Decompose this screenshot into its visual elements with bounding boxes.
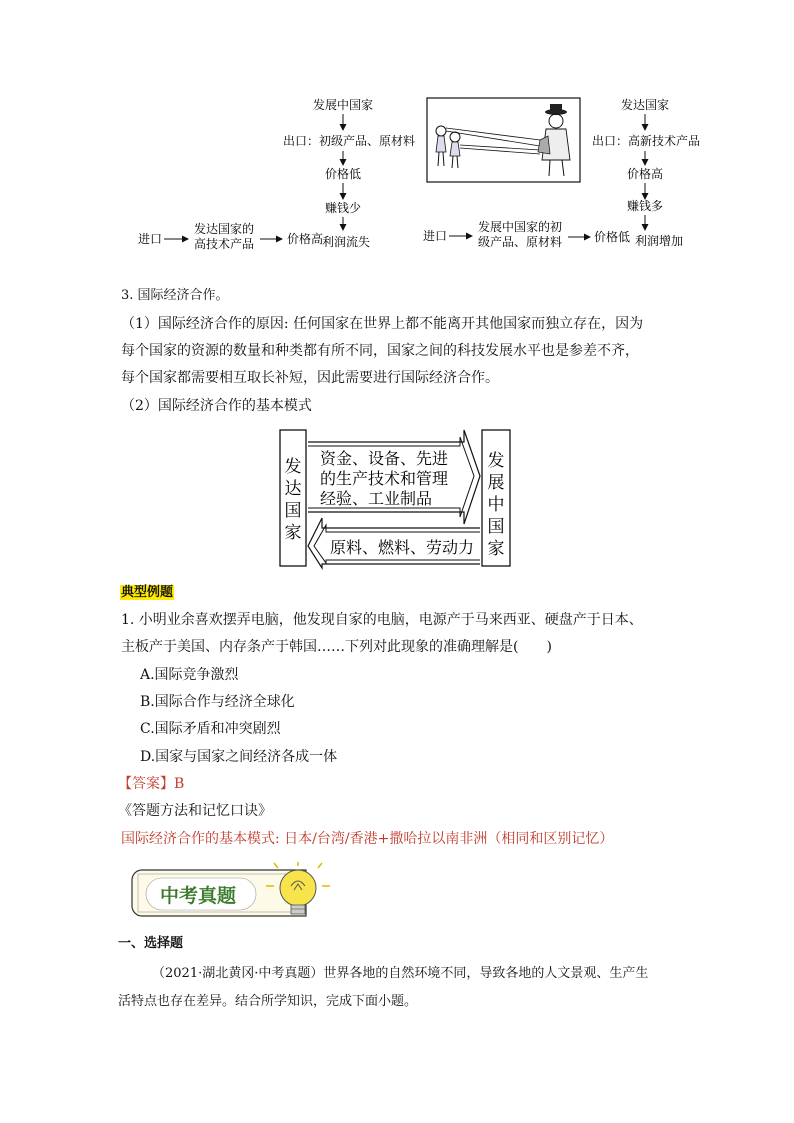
right-earn-label: 赚钱多: [626, 199, 664, 213]
left-import-price: 价格高: [286, 232, 324, 246]
section-one-line2: 活特点也存在差异。结合所学知识，完成下面小题。: [118, 994, 418, 1009]
right-box-char-1: 发: [487, 451, 505, 471]
left-export-label: 出口：初级产品、原材料: [282, 134, 416, 148]
left-import-label: 进口: [137, 232, 163, 246]
section3-p2: （2）国际经济合作的基本模式: [121, 398, 312, 414]
right-export-label: 出口：高新技术产品: [591, 134, 701, 148]
left-box-char-1: 发: [284, 457, 302, 477]
left-earn-label: 赚钱少: [324, 201, 362, 215]
section3-p1-line3: 每个国家都需要相互取长补短，因此需要进行国际经济合作。: [121, 370, 499, 386]
section3-p1-line2: 每个国家的资源的数量和种类都有所不同，国家之间的科技发展水平也是参差不齐，: [121, 343, 639, 359]
method-title: 《答题方法和记忆口诀》: [118, 803, 272, 819]
right-price-label: 价格高: [626, 167, 664, 181]
top-arrow-line3: 经验、工业制品: [320, 489, 433, 508]
exam-banner-label: 中考真题: [159, 885, 237, 907]
left-price-label: 价格低: [324, 167, 362, 181]
option-c: C.国际矛盾和冲突剧烈: [140, 721, 281, 737]
cartoon-illustration: [427, 98, 580, 182]
right-import-price: 价格低: [593, 230, 631, 244]
left-box-char-4: 家: [284, 523, 302, 543]
option-b: B.国际合作与经济全球化: [140, 694, 295, 710]
section3-p1-line1: （1）国际经济合作的原因: 任何国家在世界上都不能离开其他国家而独立存在，因为: [121, 316, 644, 332]
top-arrow-line2: 的生产技术和管理: [320, 469, 449, 488]
left-result: 利润流失: [321, 235, 371, 249]
exam-banner: [128, 862, 338, 924]
right-result: 利润增加: [634, 234, 684, 248]
question-line2: 主板产于美国、内存条产于韩国……下列对此现象的准确理解是( ): [121, 639, 552, 655]
cooperation-diagram: [278, 428, 518, 570]
right-top-label: 发达国家: [620, 98, 670, 112]
example-heading: 典型例题: [121, 585, 174, 600]
left-top-label: 发展中国家: [312, 98, 374, 112]
right-box-char-2: 展: [487, 473, 505, 493]
option-a: A.国际竞争激烈: [140, 667, 239, 683]
bottom-arrow-text: 原料、燃料、劳动力: [330, 538, 475, 557]
option-d: D.国家与国家之间经济各成一体: [140, 749, 338, 765]
left-box-char-2: 达: [284, 479, 302, 499]
question-line1: 1. 小明业余喜欢摆弄电脑，他发现自家的电脑，电源产于马来西亚、硬盘产于日本、: [121, 612, 643, 628]
right-box-char-3: 中: [487, 495, 505, 515]
top-arrow-line1: 资金、设备、先进: [320, 449, 449, 468]
section-one-title: 一、选择题: [118, 936, 184, 951]
right-box-char-4: 国: [487, 517, 505, 537]
right-import-item-2: 级产品、原材料: [477, 235, 563, 249]
left-box-char-3: 国: [284, 501, 302, 521]
left-import-item-2: 高技术产品: [193, 237, 255, 251]
answer-label: 【答案】B: [118, 776, 185, 792]
right-import-item-1: 发展中国家的初: [477, 220, 563, 234]
method-text: 国际经济合作的基本模式: 日本/台湾/香港+撒哈拉以南非洲（相同和区别记忆）: [121, 831, 614, 847]
right-box-char-5: 家: [487, 539, 505, 559]
section-one-line1: （2021·湖北黄冈·中考真题）世界各地的自然环境不同，导致各地的人文景观、生产生: [152, 966, 649, 981]
left-import-item-1: 发达国家的: [193, 222, 255, 236]
right-import-label: 进口: [422, 229, 448, 243]
trade-flow-diagram: [0, 0, 794, 270]
section3-title: 3. 国际经济合作。: [121, 288, 229, 303]
